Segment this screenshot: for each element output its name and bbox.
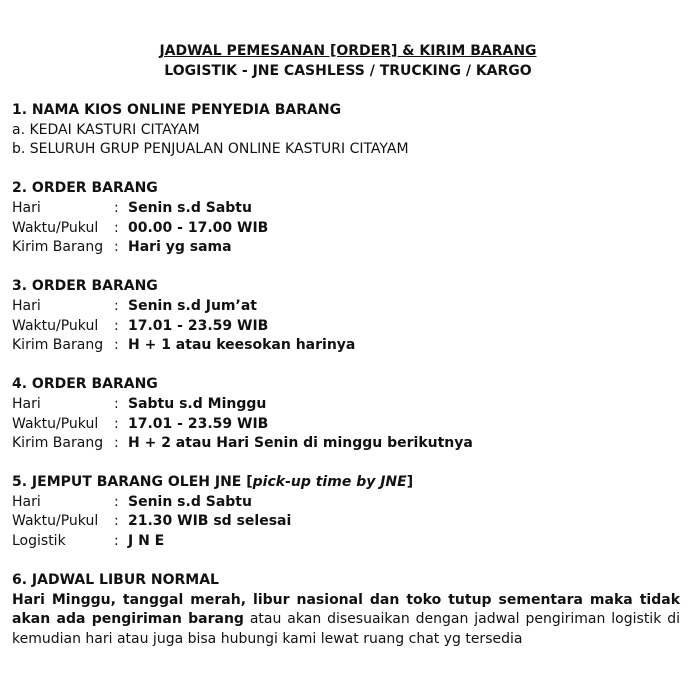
heading-main: 5. JEMPUT BARANG OLEH JNE [ bbox=[12, 474, 253, 491]
row-separator: : bbox=[114, 493, 119, 510]
schedule-row bbox=[12, 297, 684, 317]
schedule-row bbox=[12, 532, 684, 552]
schedule-row bbox=[12, 199, 684, 219]
row-value: 00.00 - 17.00 WIB bbox=[128, 219, 269, 236]
row-key: Hari bbox=[12, 493, 41, 510]
heading-italic: pick-up time by JNE bbox=[252, 474, 407, 491]
row-separator: : bbox=[114, 533, 119, 550]
section-heading: 2. ORDER BARANG bbox=[12, 180, 158, 197]
schedule-row bbox=[12, 317, 684, 337]
schedule-row bbox=[12, 395, 684, 415]
row-key: Kirim Barang bbox=[12, 239, 104, 256]
row-value: 17.01 - 23.59 WIB bbox=[128, 317, 269, 334]
section-order-2 bbox=[12, 277, 684, 355]
row-separator: : bbox=[114, 317, 119, 334]
row-value: H + 1 atau keesokan harinya bbox=[128, 337, 356, 354]
schedule-row bbox=[12, 434, 684, 454]
section-heading bbox=[12, 473, 684, 493]
row-separator: : bbox=[114, 199, 119, 216]
document-title: JADWAL PEMESANAN [ORDER] & KIRIM BARANG bbox=[159, 43, 537, 59]
section-heading: 6. JADWAL LIBUR NORMAL bbox=[12, 572, 219, 589]
row-value: 17.01 - 23.59 WIB bbox=[128, 415, 269, 432]
row-value: Senin s.d Sabtu bbox=[128, 199, 252, 216]
row-key: Logistik bbox=[12, 533, 66, 550]
schedule-row bbox=[12, 336, 684, 356]
row-key: Hari bbox=[12, 297, 41, 314]
schedule-row bbox=[12, 493, 684, 513]
section-kios bbox=[12, 101, 684, 160]
row-key: Waktu/Pukul bbox=[12, 513, 99, 530]
row-value: 21.30 WIB sd selesai bbox=[128, 513, 292, 530]
row-value: J N E bbox=[128, 533, 165, 550]
row-separator: : bbox=[114, 415, 119, 432]
row-separator: : bbox=[114, 337, 119, 354]
row-separator: : bbox=[114, 297, 119, 314]
section-holiday bbox=[12, 571, 684, 649]
section-order-3 bbox=[12, 375, 684, 453]
row-separator: : bbox=[114, 219, 119, 236]
row-value: H + 2 atau Hari Senin di minggu berikutnya bbox=[128, 435, 473, 452]
schedule-row bbox=[12, 219, 684, 239]
row-separator: : bbox=[114, 239, 119, 256]
schedule-row bbox=[12, 512, 684, 532]
row-key: Kirim Barang bbox=[12, 435, 104, 452]
section-pickup bbox=[12, 473, 684, 551]
list-item: b. SELURUH GRUP PENJUALAN ONLINE KASTURI CITAYAM bbox=[12, 141, 409, 158]
row-key: Waktu/Pukul bbox=[12, 317, 99, 334]
section-order-1 bbox=[12, 179, 684, 257]
list-item: a. KEDAI KASTURI CITAYAM bbox=[12, 121, 200, 138]
row-key: Hari bbox=[12, 395, 41, 412]
document-subtitle: LOGISTIK - JNE CASHLESS / TRUCKING / KARGO bbox=[164, 63, 532, 79]
schedule-row bbox=[12, 415, 684, 435]
row-separator: : bbox=[114, 395, 119, 412]
row-separator: : bbox=[114, 513, 119, 530]
section-heading: 1. NAMA KIOS ONLINE PENYEDIA BARANG bbox=[12, 102, 342, 118]
section-heading: 4. ORDER BARANG bbox=[12, 376, 158, 393]
row-value: Sabtu s.d Minggu bbox=[128, 395, 267, 412]
row-separator: : bbox=[114, 435, 119, 452]
schedule-row bbox=[12, 238, 684, 258]
row-key: Waktu/Pukul bbox=[12, 415, 99, 432]
row-key: Waktu/Pukul bbox=[12, 219, 99, 236]
row-key: Kirim Barang bbox=[12, 337, 104, 354]
row-value: Senin s.d Sabtu bbox=[128, 493, 252, 510]
row-value: Senin s.d Jum’at bbox=[128, 297, 257, 314]
row-key: Hari bbox=[12, 199, 41, 216]
paragraph-rest: atau akan disesuaikan dengan jadwal pengiriman logistik di kemudian hari atau juga bisa hubungi kami lewat ruang chat yg tersedia bbox=[12, 611, 680, 648]
row-value: Hari yg sama bbox=[128, 239, 232, 256]
section-heading: 3. ORDER BARANG bbox=[12, 278, 158, 295]
paragraph-bold: Hari Minggu, tanggal merah, libur nasional dan toko tutup sementara maka tidak akan ada pengiriman barang bbox=[12, 591, 680, 628]
heading-end: ] bbox=[406, 474, 414, 491]
holiday-paragraph bbox=[12, 591, 680, 650]
